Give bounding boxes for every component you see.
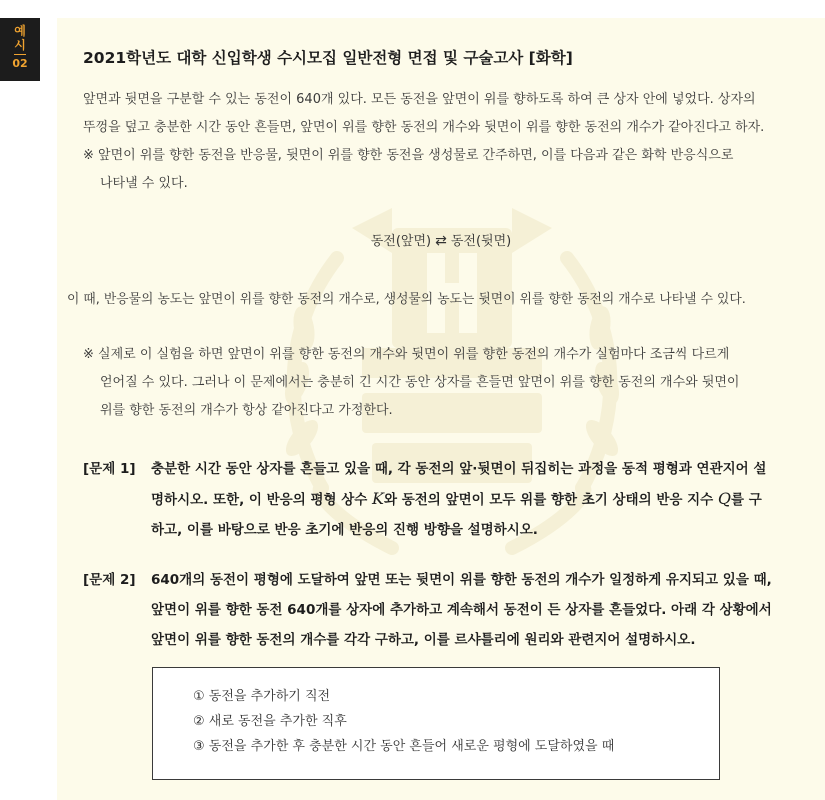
question-1-line-3: 하고, 이를 바탕으로 반응 초기에 반응의 진행 방향을 설명하시오. [151,522,538,538]
example-tab-number: 02 [12,57,28,70]
note-2 [83,341,740,425]
question-1-line-2-a: 명하시오. 또한, 이 반응의 평형 상수 [151,492,373,508]
question-2-label: [문제 2] [83,572,136,588]
question-1-line-2 [83,484,795,515]
situation-box [152,667,720,780]
situation-item-3: ③ 동전을 추가한 후 충분한 시간 동안 흔들어 새로운 평형에 도달하였을 때 [193,739,615,754]
note-1-line-2: 나타낼 수 있다. [100,176,188,191]
equation-product: 동전(뒷면) [450,234,512,249]
note-1 [83,142,733,198]
note-1-line-1: ※ 앞면이 위를 향한 동전을 반응물, 뒷면이 위를 향한 동전을 생성물로 간주하면, 이를 다음과 같은 화학 반응식으로 [83,148,734,163]
example-tab-char-1: 예 [14,24,26,38]
exam-title: 2021학년도 대학 신입학생 수시모집 일반전형 면접 및 구술고사 [화학] [83,49,573,67]
example-tab-divider [14,54,26,55]
intro-line-2: 뚜껑을 덮고 충분한 시간 동안 흔들면, 앞면이 위를 향한 동전의 개수와 뒷면이 위를 향한 동전의 개수가 같아진다고 하자. [83,120,765,135]
question-1-line-2-c: 를 구 [731,492,762,508]
situation-item-1: ① 동전을 추가하기 직전 [193,689,331,704]
question-2-line-2: 앞면이 위를 향한 동전 640개를 상자에 추가하고 계속해서 동전이 든 상자를 흔들었다. 아래 각 상황에서 [151,602,772,618]
question-1-label: [문제 1] [83,461,136,477]
question-2-line-3: 앞면이 위를 향한 동전의 개수를 각각 구하고, 이를 르샤틀리에 원리와 관련지어 설명하시오. [151,632,696,648]
question-1-line-2-b: 와 동전의 앞면이 모두 위를 향한 초기 상태의 반응 지수 [383,492,718,508]
equilibrium-arrow-icon: ⇄ [435,233,447,249]
question-2-line-1: 640개의 동전이 평형에 도달하여 앞면 또는 뒷면이 위를 향한 동전의 개수가 일정하게 유지되고 있을 때, [151,572,772,588]
note-2-line-3: 위를 향한 동전의 개수가 항상 같아진다고 가정한다. [100,403,393,418]
example-tab [0,18,40,81]
reaction-quotient-q: Q [717,489,732,508]
example-tab-char-2: 시 [14,38,26,52]
note-2-line-2: 얻어질 수 있다. 그러나 이 문제에서는 충분히 긴 시간 동안 상자를 흔들면 앞면이 위를 향한 동전의 개수와 뒷면이 [100,375,740,390]
situation-item-2: ② 새로 동전을 추가한 직후 [193,714,347,729]
question-1 [83,454,795,545]
intro-line-1: 앞면과 뒷면을 구분할 수 있는 동전이 640개 있다. 모든 동전을 앞면이 위를 향하도록 하여 큰 상자 안에 넣었다. 상자의 [83,92,756,107]
question-2 [83,565,795,655]
note-2-line-1: ※ 실제로 이 실험을 하면 앞면이 위를 향한 동전의 개수와 뒷면이 위를 향한 동전의 개수가 실험마다 조금씩 다르게 [83,347,730,362]
question-1-line-1: 충분한 시간 동안 상자를 흔들고 있을 때, 각 동전의 앞·뒷면이 뒤집히는 과정을 동적 평형과 연관지어 설 [151,461,767,477]
concentration-text: 이 때, 반응물의 농도는 앞면이 위를 향한 동전의 개수로, 생성물의 농도는 뒷면이 위를 향한 동전의 개수로 나타낼 수 있다. [67,292,746,307]
equilibrium-constant-k: K [372,489,384,508]
reaction-equation [57,230,825,249]
exam-panel [57,18,825,800]
equation-reactant: 동전(앞면) [370,234,432,249]
